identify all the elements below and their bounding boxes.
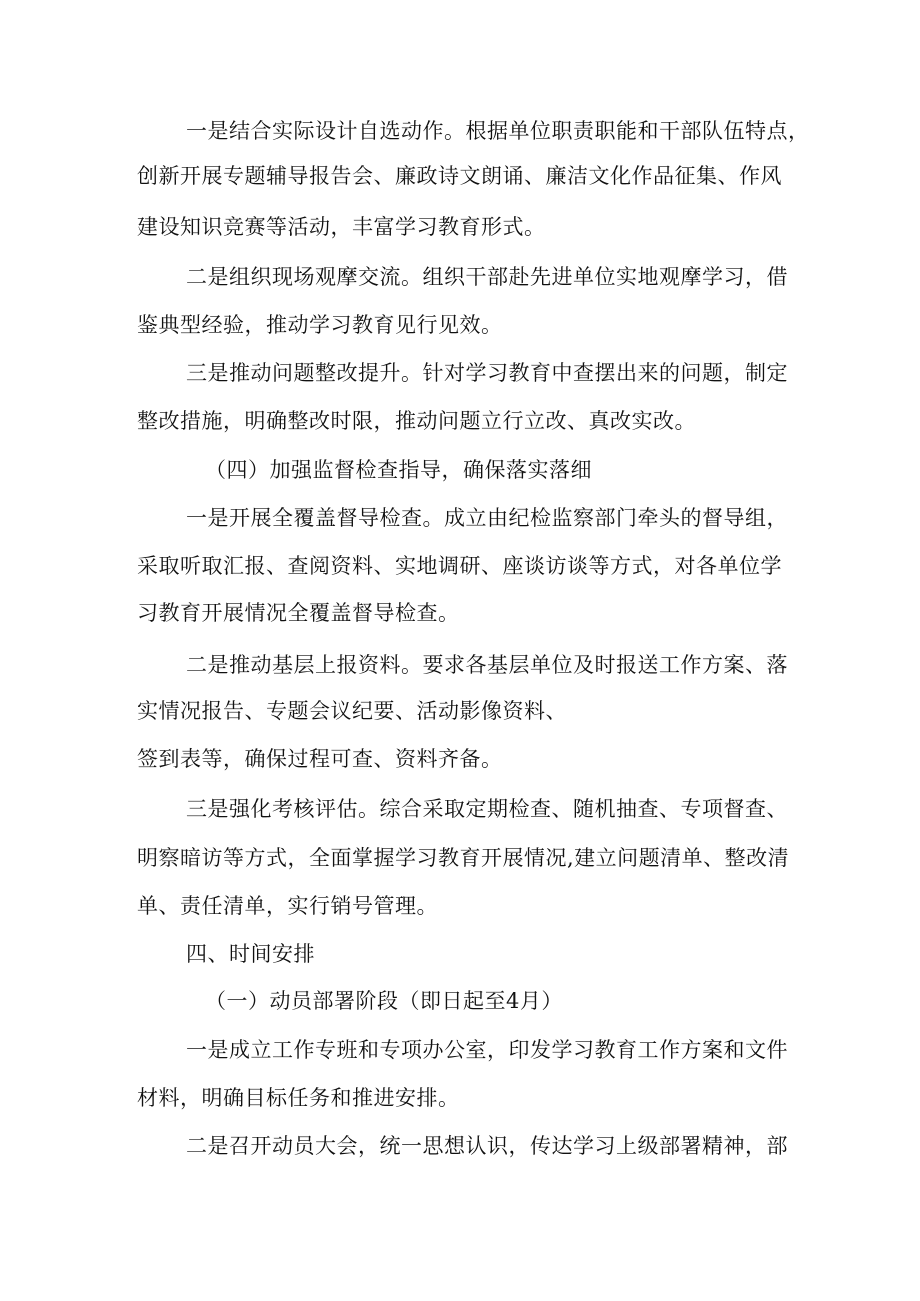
text-line: 二是推动基层上报资料。要求各基层单位及时报送工作方案、落 bbox=[186, 653, 788, 677]
text-line: 采取听取汇报、查阅资料、实地调研、座谈访谈等方式，对各单位学 bbox=[137, 554, 782, 578]
text-line: 单、责任清单，实行销号管理。 bbox=[137, 894, 438, 918]
text-line: 二是召开动员大会，统一思想认识，传达学习上级部署精神，部 bbox=[186, 1134, 788, 1158]
text-line: 材料，明确目标任务和推进安排。 bbox=[137, 1086, 460, 1110]
text-line: 一是开展全覆盖督导检查。成立由纪检监察部门牵头的督导组， bbox=[186, 506, 788, 530]
text-line: 一是结合实际设计自选动作。根据单位职责职能和干部队伍特点， bbox=[186, 119, 810, 143]
text-line: 明察暗访等方式，全面掌握学习教育开展情况,建立问题清单、整改清 bbox=[137, 846, 790, 870]
text-line: 一是成立工作专班和专项办公室，印发学习教育工作方案和文件 bbox=[186, 1038, 788, 1062]
text-line: 鉴典型经验，推动学习教育见行见效。 bbox=[137, 313, 503, 337]
text-line: 签到表等，确保过程可查、资料齐备。 bbox=[137, 747, 503, 771]
text-line: 创新开展专题辅导报告会、廉政诗文朗诵、廉洁文化作品征集、作风 bbox=[137, 164, 782, 188]
text-line: 三是强化考核评估。综合采取定期检查、随机抽查、专项督查、 bbox=[186, 797, 788, 821]
section-heading: （一）动员部署阶段（即日起至4月） bbox=[205, 989, 563, 1013]
text-line: 二是组织现场观摩交流。组织干部赴先进单位实地观摩学习，借 bbox=[186, 265, 788, 289]
text-line: 习教育开展情况全覆盖督导检查。 bbox=[137, 601, 460, 625]
text-line: 整改措施，明确整改时限，推动问题立行立改、真改实改。 bbox=[137, 409, 696, 433]
text-line: 三是推动问题整改提升。针对学习教育中查摆出来的问题，制定 bbox=[186, 361, 788, 385]
text-line: 实情况报告、专题会议纪要、活动影像资料、 bbox=[137, 699, 567, 723]
section-heading: （四）加强监督检查指导，确保落实落细 bbox=[205, 458, 592, 482]
section-heading: 四、时间安排 bbox=[186, 942, 315, 966]
text-line: 建设知识竞赛等活动，丰富学习教育形式。 bbox=[137, 215, 546, 239]
